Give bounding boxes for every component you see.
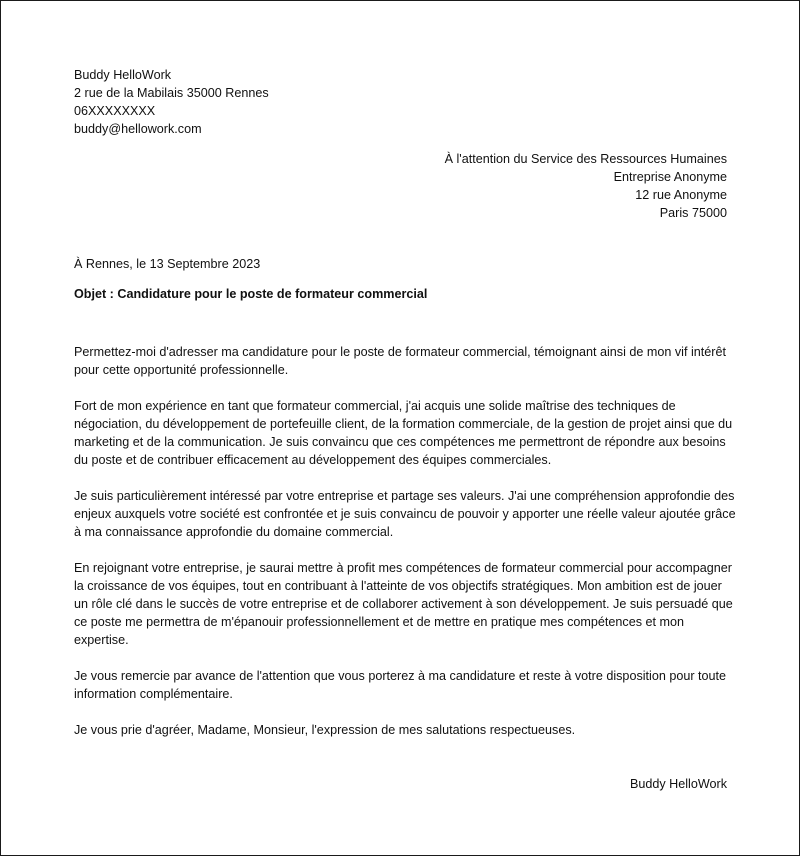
body-paragraph: En rejoignant votre entreprise, je saurai mettre à profit mes compétences de formateur commercial pour accompagner la croissance de vos équipes, tout en contribuant à l'atteinte de vos objectifs stratégiques. Mon ambition est de jouer un rôle clé dans le succès de votre entreprise et de collaborer activement à son développement. Je suis persuadé que ce poste me permettra de m'épanouir professionnellement et de mettre en pratique mes compétences et mon expertise.	[74, 561, 733, 647]
sender-phone: 06XXXXXXXX	[74, 104, 156, 118]
recipient-city: Paris 75000	[659, 206, 727, 220]
letter-subject: Objet : Candidature pour le poste de formateur commercial	[74, 287, 428, 301]
signature-name: Buddy HelloWork	[629, 777, 727, 791]
sender-block	[74, 66, 269, 138]
body-paragraph: Je suis particulièrement intéressé par votre entreprise et partage ses valeurs. J'ai une compréhension approfondie des enjeux auxquels votre société est confrontée et je suis convaincu de pouvoir y apporter une réelle valeur ajoutée grâce à ma connaissance approfondie du domaine commercial.	[74, 489, 736, 539]
body-paragraph: Permettez-moi d'adresser ma candidature pour le poste de formateur commercial, témoignant ainsi de mon vif intérêt pour cette opportunité professionnelle.	[74, 345, 726, 377]
letter-date: À Rennes, le 13 Septembre 2023	[74, 257, 261, 271]
sender-address: 2 rue de la Mabilais 35000 Rennes	[74, 86, 269, 100]
recipient-attention: À l'attention du Service des Ressources Humaines	[444, 152, 727, 166]
recipient-street: 12 rue Anonyme	[635, 188, 727, 202]
recipient-company: Entreprise Anonyme	[613, 170, 727, 184]
closing-paragraph: Je vous prie d'agréer, Madame, Monsieur, l'expression de mes salutations respectueuses.	[74, 723, 576, 737]
body-paragraph: Je vous remercie par avance de l'attention que vous porterez à ma candidature et reste à votre disposition pour toute information complémentaire.	[74, 669, 727, 701]
sender-email: buddy@hellowork.com	[74, 122, 202, 136]
recipient-block	[445, 150, 727, 222]
sender-name: Buddy HelloWork	[74, 68, 172, 82]
body-paragraph: Fort de mon expérience en tant que formateur commercial, j'ai acquis une solide maîtrise des techniques de négociation, du développement de portefeuille client, de la formation commerciale, de la gestion de projet ainsi que du marketing et de la communication. Je suis convaincu que ces compétences me permettront de répondre aux besoins du poste et de contribuer efficacement au développement des équipes commerciales.	[74, 399, 733, 467]
letter-body	[74, 343, 736, 757]
